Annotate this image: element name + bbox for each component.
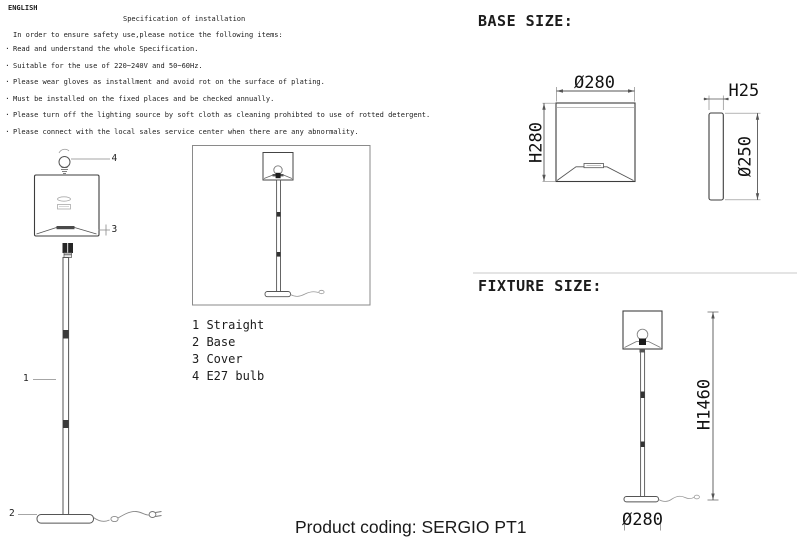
pole [63, 258, 69, 517]
exploded-view-drawing [18, 149, 162, 523]
spec-bullet [5, 111, 430, 128]
spec-bullet-text: Please turn off the lighting source by soft cloth as cleaning prohibted to use of rotted detergent. [13, 111, 431, 120]
language-label: ENGLISH [8, 3, 38, 12]
bullet-dot-icon: · [5, 93, 10, 103]
spec-bullet [5, 128, 430, 145]
base-front-drawing [542, 87, 635, 182]
part-item: 1 Straight [192, 318, 265, 332]
part-item: 3 Cover [192, 352, 243, 366]
spec-bullet-text: Please connect with the local sales service center when there are any abnormality. [13, 127, 359, 136]
callout-label-bulb: 4 [111, 152, 118, 164]
bulb-icon [59, 149, 70, 173]
dim-label-fixture-base-diameter: Ø280 [622, 509, 663, 530]
callout-label-straight: 1 [23, 372, 29, 384]
dim-label-base-front-width: Ø280 [574, 73, 615, 93]
dim-label-base-side-diameter: Ø250 [735, 136, 756, 177]
spec-bullet-text: Must be installed on the fixed places and be checked annually. [13, 94, 275, 103]
lampshade [35, 175, 100, 236]
spec-intro: In order to ensure safety use,please notice the following items: [13, 30, 283, 39]
bullet-dot-icon: · [5, 126, 10, 136]
spec-bullet [5, 45, 430, 62]
dim-label-base-front-height: H280 [526, 121, 546, 163]
bullet-dot-icon: · [5, 110, 10, 120]
spec-bullet [5, 95, 430, 112]
callout-label-cover: 3 [111, 223, 118, 235]
dim-label-fixture-height: H1460 [694, 378, 714, 430]
assembled-view-drawing [193, 146, 371, 306]
fixture-size-heading: FIXTURE SIZE: [478, 277, 602, 295]
callout-line-cover [99, 225, 111, 236]
part-item: 4 E27 bulb [192, 369, 265, 383]
spec-bullet [5, 78, 430, 95]
plug-icon [149, 512, 161, 518]
socket-connector [63, 243, 74, 258]
bullet-dot-icon: · [5, 44, 10, 53]
part-item: 2 Base [192, 335, 236, 349]
spec-bullet-text: Read and understand the whole Specification. [13, 45, 199, 53]
spec-title: Specification of installation [123, 15, 246, 23]
dim-label-base-side-height: H25 [728, 80, 760, 101]
base-size-heading: BASE SIZE: [478, 12, 574, 30]
spec-bullet-text: Please wear gloves as installment and avoid rot on the surface of plating. [13, 78, 325, 87]
power-cord [94, 511, 162, 521]
spec-bullet-text: Suitable for the use of 220~240V and 50~60Hz. [13, 61, 203, 70]
base-plate [37, 515, 94, 524]
parts-list [192, 317, 264, 385]
spec-bullet [5, 62, 430, 79]
bullet-dot-icon: · [5, 60, 10, 70]
product-coding: Product coding: SERGIO PT1 [295, 517, 527, 537]
spec-bullet-list [5, 45, 430, 145]
bullet-dot-icon: · [5, 77, 10, 87]
callout-label-base: 2 [9, 507, 15, 519]
